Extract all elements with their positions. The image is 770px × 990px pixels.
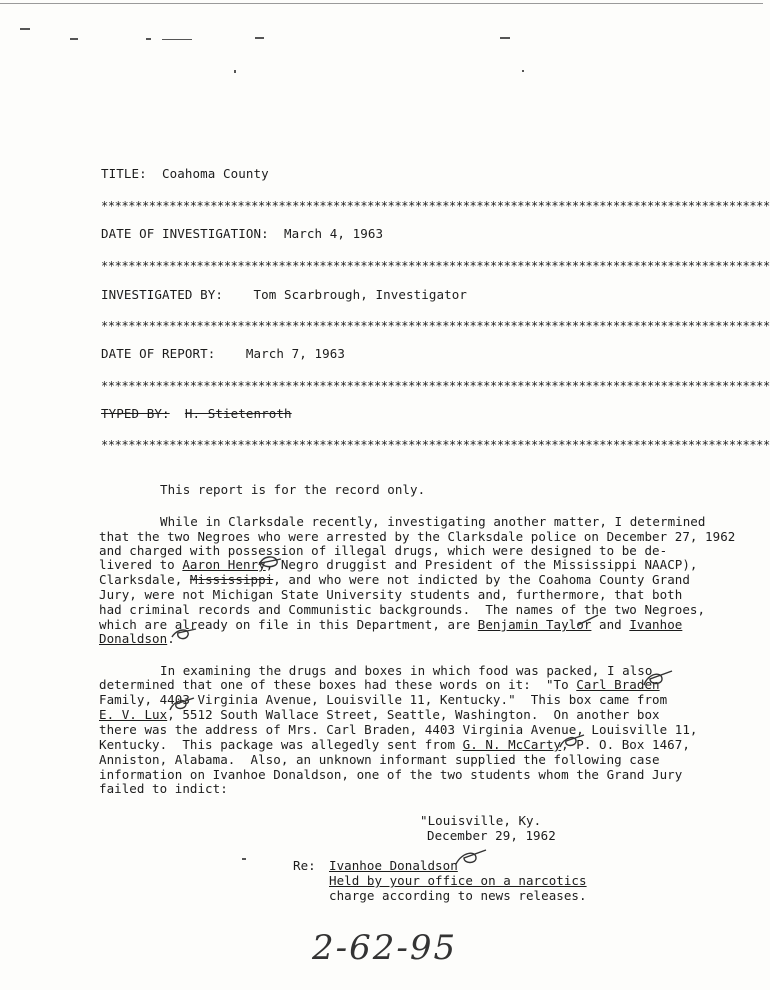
paragraph-line: In examining the drugs and boxes in which food was packed, I also: [160, 663, 653, 678]
name-carl-braden: Carl Braden: [576, 677, 660, 692]
separator-line: **************************************************************************************************: [101, 319, 770, 333]
name-donaldson: Donaldson: [99, 631, 168, 646]
date-of-report-value: March 7, 1963: [245, 346, 346, 361]
quote-date: December 29, 1962: [427, 828, 556, 843]
text-run: and: [591, 617, 630, 632]
handwritten-mark-icon: [166, 694, 196, 714]
handwritten-mark-icon: [452, 846, 488, 868]
scan-speck: [242, 858, 246, 860]
paragraph-line: information on Ivanhoe Donaldson, one of the two students whom the Grand Jury: [99, 767, 683, 782]
scan-speck: [522, 70, 524, 72]
separator-line: **************************************************************************************************: [101, 259, 770, 273]
title-row: [101, 166, 269, 181]
scan-edge-line: [0, 3, 763, 4]
separator-line: **************************************************************************************************: [101, 199, 770, 213]
paragraph-line: failed to indict:: [99, 781, 228, 796]
word-mississippi: Mississippi: [189, 572, 274, 587]
text-run: which are already on file in this Department, are: [99, 617, 478, 632]
paragraph-line: [99, 557, 698, 572]
typed-by-row: [101, 406, 292, 421]
text-run: livered to: [99, 557, 183, 572]
quote-location: "Louisville, Ky.: [420, 813, 542, 828]
scan-speck: [20, 28, 30, 30]
scan-speck: [70, 38, 78, 40]
name-benjamin-taylor: Benjamin Taylor: [477, 617, 592, 632]
date-of-investigation-value: March 4, 1963: [284, 226, 384, 241]
scan-speck: [255, 37, 264, 39]
date-of-investigation-row: [101, 226, 383, 241]
re-name: [329, 858, 458, 873]
title-label: TITLE:: [101, 166, 147, 181]
paragraph-line: [99, 572, 690, 587]
typed-by-value: H. Stietenroth: [184, 406, 292, 421]
re-label: Re:: [293, 858, 316, 873]
handwritten-mark-icon: [255, 553, 285, 571]
text-run: .: [167, 631, 175, 646]
paragraph-line: [99, 631, 175, 646]
name-aaron-henry: Aaron Henry: [182, 557, 266, 572]
date-of-investigation-label: DATE OF INVESTIGATION:: [101, 226, 269, 241]
scan-speck: [162, 39, 192, 40]
paragraph-line: While in Clarksdale recently, investigating another matter, I determined: [160, 514, 706, 529]
paragraph-line: had criminal records and Communistic backgrounds. The names of the two Negroes,: [99, 602, 706, 617]
separator-line: **************************************************************************************************: [101, 379, 770, 393]
name-ivanhoe-donaldson: Ivanhoe Donaldson: [329, 858, 458, 873]
name-g-n-mccarty: G. N. McCarty: [462, 737, 562, 752]
re-line: [329, 873, 587, 888]
paragraph-line: that the two Negroes who were arrested by the Clarksdale police on December 27, 1962: [99, 529, 736, 544]
investigated-by-value: Tom Scarbrough, Investigator: [253, 287, 468, 302]
name-e-v-lux: E. V. Lux: [99, 707, 168, 722]
handwritten-document-number: 2-62-95: [312, 928, 458, 968]
text-run: , and who were not indicted by the Coahoma County Grand: [273, 572, 690, 587]
investigated-by-row: [101, 287, 467, 302]
date-of-report-label: DATE OF REPORT:: [101, 346, 216, 361]
text-run: Kentucky. This package was allegedly sent from: [99, 737, 463, 752]
date-of-report-row: [101, 346, 345, 361]
scan-speck: [234, 70, 236, 73]
text-run: , P. O. Box 1467,: [561, 737, 690, 752]
text-run: determined that one of these boxes had these words on it: "To: [99, 677, 577, 692]
paragraph-line: and charged with possession of illegal drugs, which were designed to be de-: [99, 543, 668, 558]
text-run: , Negro druggist and President of the Mississippi NAACP),: [265, 557, 698, 572]
handwritten-mark-icon: [556, 731, 586, 751]
handwritten-mark-icon: [576, 613, 604, 629]
typed-by-label: TYPED BY:: [101, 406, 170, 421]
re-line: charge according to news releases.: [329, 888, 587, 903]
title-value: Coahoma County: [162, 166, 269, 181]
name-ivanhoe: Ivanhoe: [629, 617, 683, 632]
scan-speck: [146, 38, 151, 40]
paragraph-line: Jury, were not Michigan State University students and, furthermore, that both: [99, 587, 683, 602]
paragraph-line: Family, 4403 Virginia Avenue, Louisville 11, Kentucky." This box came from: [99, 692, 668, 707]
paragraph-record-only: This report is for the record only.: [160, 482, 426, 497]
re-line-text: Held by your office on a narcotics: [329, 873, 587, 888]
paragraph-line: [99, 737, 690, 752]
handwritten-mark-icon: [170, 625, 200, 643]
paragraph-line: Anniston, Alabama. Also, an unknown informant supplied the following case: [99, 752, 660, 767]
paragraph-line: there was the address of Mrs. Carl Braden, 4403 Virginia Avenue, Louisville 11,: [99, 722, 698, 737]
scan-speck: [500, 37, 510, 39]
handwritten-mark-icon: [640, 667, 674, 689]
text-run: Clarksdale,: [99, 572, 190, 587]
text-run: , 5512 South Wallace Street, Seattle, Washington. On another box: [167, 707, 660, 722]
separator-line: **************************************************************************************************: [101, 438, 770, 452]
investigated-by-label: INVESTIGATED BY:: [101, 287, 224, 302]
paragraph-line: [99, 677, 660, 692]
